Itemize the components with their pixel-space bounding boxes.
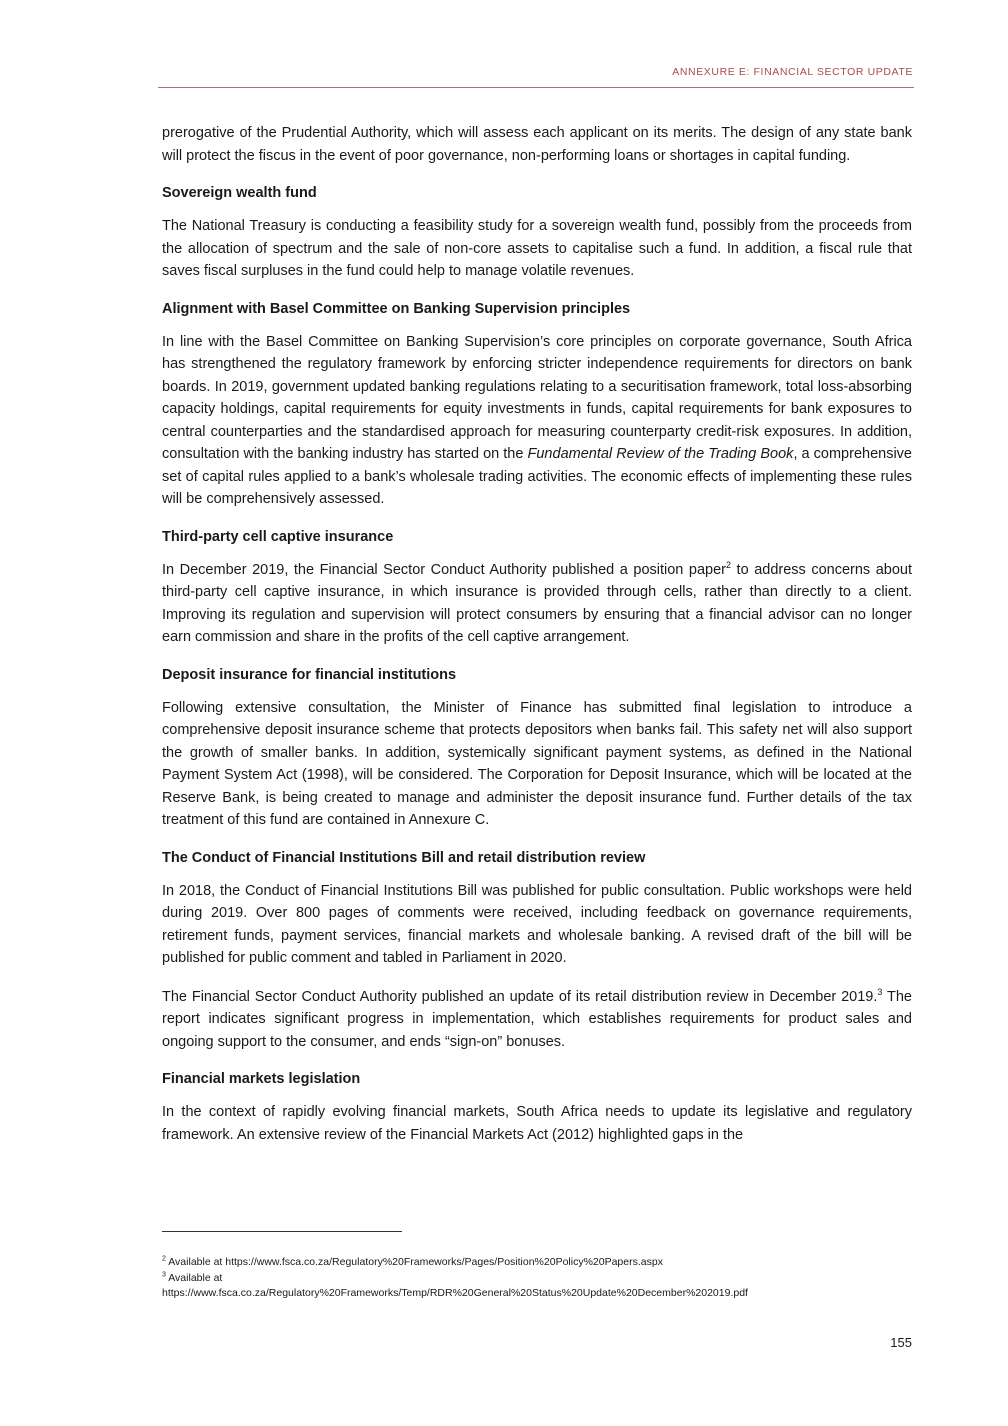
main-content: [162, 122, 912, 1162]
paragraph-financial-markets: In the context of rapidly evolving financial markets, South Africa needs to update its legislative and regulatory framework. An extensive review of the Financial Markets Act (2012) highlighted gaps in the: [162, 1104, 912, 1143]
footnote-2: [162, 1255, 912, 1271]
paragraph-intro: prerogative of the Prudential Authority, which will assess each applicant on its merits. The design of any state bank will protect the fiscus in the event of poor governance, non-performing loans or shortages in capital funding.: [162, 125, 912, 164]
cell-text-start: In December 2019, the Financial Sector Conduct Authority published a position paper: [162, 561, 726, 578]
footnote-2-mark: 2: [162, 1255, 166, 1263]
page-number: 155: [890, 1335, 912, 1350]
paragraph-deposit-insurance: Following extensive consultation, the Minister of Finance has submitted final legislation to introduce a comprehensive deposit insurance scheme that protects depositors when banks fail. This safety net will also support the growth of smaller banks. In addition, systemically significant payment systems, as defined in the National Payment System Act (1998), will be considered. The Corporation for Deposit Insurance, which will be located at the Reserve Bank, is being created to manage and administer the deposit insurance fund. Further details of the tax treatment of this fund are contained in Annexure C.: [162, 699, 912, 828]
paragraph-retail-distribution: [162, 986, 912, 1054]
header-rule: [158, 87, 914, 88]
basel-italic-title: Fundamental Review of the Trading Book: [527, 446, 794, 462]
footnotes: [162, 1255, 912, 1302]
footnote-ref-3[interactable]: 3: [877, 986, 883, 997]
heading-deposit-insurance: Deposit insurance for financial institutions: [162, 666, 457, 683]
heading-cofi-bill: The Conduct of Financial Institutions Bill and retail distribution review: [162, 849, 646, 866]
cell-text-end: to address concerns about third-party cell captive insurance, in which insurance is provided through cells, rather than directly to a client. Improving its regulation and supervision will protect consumers by ensuring that a financial advisor can no longer earn commission and share in the profits of the cell captive arrangement.: [162, 561, 912, 645]
footnote-3-text: Available at: [165, 1271, 223, 1284]
heading-financial-markets: Financial markets legislation: [162, 1071, 361, 1087]
footnote-3-mark: 3: [162, 1271, 166, 1278]
rdr-text-end: The report indicates significant progress in implementation, which establishes requirements for product sales and ongoing support to the consumer, and ends “sign-on” bonuses.: [162, 988, 912, 1050]
paragraph-cell-captive: [162, 559, 912, 649]
footnote-3: [162, 1271, 912, 1287]
rdr-text-start: The Financial Sector Conduct Authority published an update of its retail distribution review in December 2019.: [162, 988, 878, 1005]
footnote-3-link[interactable]: https://www.fsca.co.za/Regulatory%20Frameworks/Temp/RDR%20General%20Status%20Update%20December%202019.pdf: [162, 1287, 748, 1299]
basel-text-start: In line with the Basel Committee on Banking Supervision’s core principles on corporate governance, South Africa has strengthened the regulatory framework by enforcing stricter independence requirements for directors on bank boards. In 2019, government updated banking regulations relating to a securitisation framework, total loss-absorbing capacity holdings, capital requirements for equity investments in funds, capital requirements for bank exposures to central counterparties and the standardised approach for measuring counterparty credit-risk exposures. In addition, consultation with the banking industry has started on the: [162, 333, 912, 462]
paragraph-cofi-bill: In 2018, the Conduct of Financial Institutions Bill was published for public consultation. Public workshops were held during 2019. Over 800 pages of comments were received, including feedback on governance requirements, retirement funds, payment services, financial markets and wholesale banking. A revised draft of the bill will be published for public comment and tabled in Parliament in 2020.: [162, 882, 912, 966]
heading-sovereign-wealth-fund: Sovereign wealth fund: [162, 185, 317, 201]
heading-cell-captive: Third-party cell captive insurance: [162, 528, 394, 545]
paragraph-basel-alignment: [162, 331, 912, 511]
paragraph-sovereign-wealth-fund: The National Treasury is conducting a feasibility study for a sovereign wealth fund, possibly from the proceeds from the allocation of spectrum and the sale of non-core assets to capitalise such a fund. In addition, a fiscal rule that saves fiscal surpluses in the fund could help to manage volatile revenues.: [162, 218, 912, 279]
footnote-ref-2[interactable]: 2: [726, 559, 732, 570]
running-header: ANNEXURE E: FINANCIAL SECTOR UPDATE: [672, 66, 913, 78]
footnote-2-link[interactable]: Available at https://www.fsca.co.za/Regulatory%20Frameworks/Pages/Position%20Policy%20Papers.aspx: [165, 1256, 663, 1268]
basel-text-end: , a comprehensive set of capital rules applied to a bank’s wholesale trading activities. The economic effects of implementing these rules will be comprehensively assessed.: [162, 446, 912, 507]
footnote-rule: [162, 1231, 402, 1232]
heading-basel-alignment: Alignment with Basel Committee on Banking Supervision principles: [162, 300, 631, 317]
